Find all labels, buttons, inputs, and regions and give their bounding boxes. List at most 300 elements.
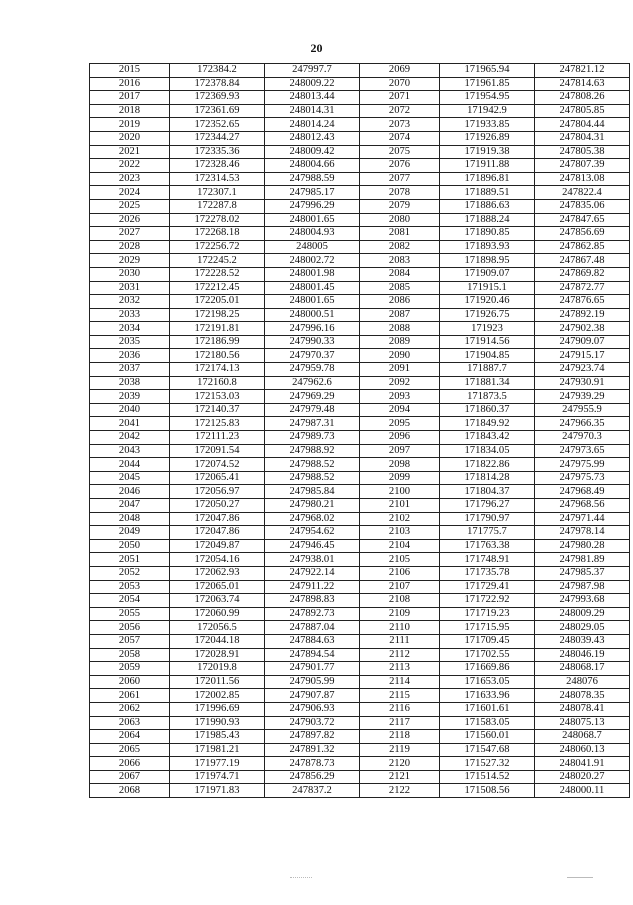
table-cell-point-number: 2085 [360,281,440,295]
table-row [90,743,630,757]
table-cell-y-coordinate: 247988.59 [265,172,360,186]
table-cell-x-coordinate: 171860.37 [440,403,535,417]
table-cell-x-coordinate: 171981.21 [170,743,265,757]
table-cell-x-coordinate: 172369.93 [170,91,265,105]
table-cell-point-number: 2032 [90,295,170,309]
table-cell-point-number: 2049 [90,526,170,540]
table-cell-y-coordinate: 247862.85 [535,240,630,254]
table-cell-x-coordinate: 172054.16 [170,553,265,567]
table-cell-point-number: 2088 [360,322,440,336]
table-row [90,281,630,295]
table-row [90,267,630,281]
table-cell-y-coordinate: 248009.42 [265,145,360,159]
table-cell-x-coordinate: 172361.69 [170,104,265,118]
table-cell-x-coordinate: 171527.32 [440,757,535,771]
table-cell-x-coordinate: 171653.05 [440,675,535,689]
table-cell-y-coordinate: 248000.11 [535,784,630,798]
table-cell-x-coordinate: 172056.97 [170,485,265,499]
table-cell-x-coordinate: 172212.45 [170,281,265,295]
table-cell-point-number: 2052 [90,566,170,580]
table-row [90,471,630,485]
table-row [90,349,630,363]
table-cell-point-number: 2074 [360,131,440,145]
table-cell-point-number: 2027 [90,227,170,241]
table-cell-point-number: 2033 [90,308,170,322]
table-cell-x-coordinate: 171920.46 [440,295,535,309]
table-cell-point-number: 2045 [90,471,170,485]
table-cell-x-coordinate: 171822.86 [440,458,535,472]
table-row [90,566,630,580]
table-cell-y-coordinate: 247985.37 [535,566,630,580]
table-cell-x-coordinate: 171508.56 [440,784,535,798]
table-cell-point-number: 2050 [90,539,170,553]
table-cell-x-coordinate: 171843.42 [440,431,535,445]
table-cell-point-number: 2111 [360,634,440,648]
table-cell-x-coordinate: 171915.1 [440,281,535,295]
table-cell-point-number: 2054 [90,594,170,608]
table-cell-y-coordinate: 247822.4 [535,186,630,200]
table-cell-point-number: 2041 [90,417,170,431]
table-cell-y-coordinate: 247897.82 [265,730,360,744]
table-cell-x-coordinate: 172378.84 [170,77,265,91]
table-cell-y-coordinate: 248005 [265,240,360,254]
table-cell-y-coordinate: 248041.91 [535,757,630,771]
table-cell-y-coordinate: 248001.65 [265,295,360,309]
table-cell-point-number: 2038 [90,376,170,390]
table-cell-x-coordinate: 171977.19 [170,757,265,771]
footer-mark-right [567,877,593,878]
table-cell-x-coordinate: 171933.85 [440,118,535,132]
table-cell-point-number: 2117 [360,716,440,730]
table-cell-x-coordinate: 171919.38 [440,145,535,159]
table-cell-point-number: 2026 [90,213,170,227]
table-cell-y-coordinate: 247813.08 [535,172,630,186]
table-row [90,675,630,689]
table-cell-point-number: 2020 [90,131,170,145]
table-cell-x-coordinate: 172287.8 [170,199,265,213]
table-cell-x-coordinate: 172044.18 [170,634,265,648]
table-cell-point-number: 2070 [360,77,440,91]
table-cell-y-coordinate: 247856.69 [535,227,630,241]
table-cell-y-coordinate: 247837.2 [265,784,360,798]
table-row [90,553,630,567]
table-cell-y-coordinate: 248001.65 [265,213,360,227]
table-cell-y-coordinate: 248046.19 [535,648,630,662]
table-row [90,580,630,594]
table-cell-point-number: 2060 [90,675,170,689]
table-cell-point-number: 2120 [360,757,440,771]
table-cell-point-number: 2062 [90,702,170,716]
table-row [90,757,630,771]
table-cell-y-coordinate: 248075.13 [535,716,630,730]
table-cell-y-coordinate: 247898.83 [265,594,360,608]
table-cell-y-coordinate: 247804.31 [535,131,630,145]
table-cell-x-coordinate: 171893.93 [440,240,535,254]
table-cell-point-number: 2015 [90,64,170,78]
table-cell-point-number: 2072 [360,104,440,118]
table-cell-point-number: 2113 [360,662,440,676]
table-cell-x-coordinate: 172180.56 [170,349,265,363]
table-cell-y-coordinate: 247878.73 [265,757,360,771]
table-cell-point-number: 2112 [360,648,440,662]
table-cell-x-coordinate: 171709.45 [440,634,535,648]
table-cell-x-coordinate: 172186.99 [170,335,265,349]
table-cell-point-number: 2110 [360,621,440,635]
table-cell-point-number: 2091 [360,363,440,377]
table-cell-y-coordinate: 247804.44 [535,118,630,132]
table-row [90,648,630,662]
table-cell-y-coordinate: 247987.98 [535,580,630,594]
table-cell-x-coordinate: 172062.93 [170,566,265,580]
table-cell-y-coordinate: 247856.29 [265,770,360,784]
table-cell-y-coordinate: 247807.39 [535,159,630,173]
table-cell-x-coordinate: 171923 [440,322,535,336]
table-cell-y-coordinate: 247939.29 [535,390,630,404]
table-cell-point-number: 2019 [90,118,170,132]
table-row [90,526,630,540]
table-cell-x-coordinate: 171814.28 [440,471,535,485]
table-cell-point-number: 2047 [90,499,170,513]
table-cell-point-number: 2087 [360,308,440,322]
table-row [90,662,630,676]
table-cell-y-coordinate: 247985.17 [265,186,360,200]
table-cell-point-number: 2115 [360,689,440,703]
table-cell-x-coordinate: 171887.7 [440,363,535,377]
table-cell-point-number: 2048 [90,512,170,526]
table-cell-y-coordinate: 247922.14 [265,566,360,580]
table-row [90,431,630,445]
table-cell-y-coordinate: 247892.19 [535,308,630,322]
table-cell-y-coordinate: 247988.52 [265,471,360,485]
table-cell-point-number: 2053 [90,580,170,594]
table-cell-x-coordinate: 171560.01 [440,730,535,744]
table-cell-y-coordinate: 247923.74 [535,363,630,377]
table-cell-y-coordinate: 248012.43 [265,131,360,145]
table-cell-y-coordinate: 247876.65 [535,295,630,309]
table-cell-x-coordinate: 171889.51 [440,186,535,200]
table-row [90,716,630,730]
table-cell-y-coordinate: 248029.05 [535,621,630,635]
table-cell-y-coordinate: 247808.26 [535,91,630,105]
table-row [90,539,630,553]
table-cell-point-number: 2030 [90,267,170,281]
table-cell-point-number: 2097 [360,444,440,458]
table-cell-y-coordinate: 247955.9 [535,403,630,417]
table-cell-x-coordinate: 171834.05 [440,444,535,458]
table-cell-y-coordinate: 248014.31 [265,104,360,118]
table-row [90,131,630,145]
table-cell-x-coordinate: 171914.56 [440,335,535,349]
table-cell-y-coordinate: 247891.32 [265,743,360,757]
table-cell-x-coordinate: 171873.5 [440,390,535,404]
table-cell-point-number: 2079 [360,199,440,213]
table-cell-y-coordinate: 247971.44 [535,512,630,526]
table-cell-point-number: 2059 [90,662,170,676]
table-cell-point-number: 2103 [360,526,440,540]
table-cell-point-number: 2040 [90,403,170,417]
table-cell-x-coordinate: 171985.43 [170,730,265,744]
table-cell-x-coordinate: 172063.74 [170,594,265,608]
table-row [90,254,630,268]
table-cell-point-number: 2116 [360,702,440,716]
table-cell-y-coordinate: 247902.38 [535,322,630,336]
table-cell-x-coordinate: 171514.52 [440,770,535,784]
table-cell-point-number: 2065 [90,743,170,757]
table-cell-point-number: 2086 [360,295,440,309]
table-cell-x-coordinate: 171775.7 [440,526,535,540]
table-cell-y-coordinate: 247985.84 [265,485,360,499]
table-cell-point-number: 2106 [360,566,440,580]
table-cell-x-coordinate: 171904.85 [440,349,535,363]
table-cell-x-coordinate: 171896.81 [440,172,535,186]
table-cell-y-coordinate: 247966.35 [535,417,630,431]
table-cell-x-coordinate: 172047.86 [170,526,265,540]
table-cell-x-coordinate: 172198.25 [170,308,265,322]
table-cell-x-coordinate: 172011.56 [170,675,265,689]
table-cell-x-coordinate: 172191.81 [170,322,265,336]
table-row [90,417,630,431]
table-cell-point-number: 2114 [360,675,440,689]
table-cell-y-coordinate: 247911.22 [265,580,360,594]
table-row [90,227,630,241]
table-cell-x-coordinate: 171633.96 [440,689,535,703]
table-cell-point-number: 2037 [90,363,170,377]
table-cell-y-coordinate: 247987.31 [265,417,360,431]
table-row [90,689,630,703]
table-cell-x-coordinate: 172228.52 [170,267,265,281]
table-cell-x-coordinate: 172278.02 [170,213,265,227]
table-cell-point-number: 2073 [360,118,440,132]
table-cell-y-coordinate: 247907.87 [265,689,360,703]
table-cell-point-number: 2061 [90,689,170,703]
table-cell-y-coordinate: 247970.37 [265,349,360,363]
table-cell-y-coordinate: 248039.43 [535,634,630,648]
table-cell-point-number: 2093 [360,390,440,404]
table-cell-x-coordinate: 172352.65 [170,118,265,132]
table-cell-y-coordinate: 247872.77 [535,281,630,295]
table-cell-x-coordinate: 172091.54 [170,444,265,458]
table-cell-x-coordinate: 172019.8 [170,662,265,676]
table-cell-x-coordinate: 172307.1 [170,186,265,200]
table-row [90,91,630,105]
table-row [90,499,630,513]
table-cell-y-coordinate: 247930.91 [535,376,630,390]
table-cell-x-coordinate: 172028.91 [170,648,265,662]
table-cell-y-coordinate: 248020.27 [535,770,630,784]
table-cell-y-coordinate: 248001.98 [265,267,360,281]
table-cell-point-number: 2064 [90,730,170,744]
table-cell-y-coordinate: 247946.45 [265,539,360,553]
table-cell-point-number: 2029 [90,254,170,268]
table-cell-x-coordinate: 172314.53 [170,172,265,186]
table-cell-point-number: 2056 [90,621,170,635]
table-cell-y-coordinate: 247903.72 [265,716,360,730]
footer-mark-left [290,877,312,878]
table-cell-y-coordinate: 247993.68 [535,594,630,608]
table-cell-x-coordinate: 171547.68 [440,743,535,757]
table-cell-point-number: 2098 [360,458,440,472]
table-cell-point-number: 2084 [360,267,440,281]
table-cell-point-number: 2039 [90,390,170,404]
table-cell-x-coordinate: 172256.72 [170,240,265,254]
table-cell-x-coordinate: 172049.87 [170,539,265,553]
table-cell-x-coordinate: 172245.2 [170,254,265,268]
table-row [90,159,630,173]
table-cell-x-coordinate: 171722.92 [440,594,535,608]
table-cell-x-coordinate: 172050.27 [170,499,265,513]
table-cell-y-coordinate: 248013.44 [265,91,360,105]
table-cell-y-coordinate: 247805.38 [535,145,630,159]
table-cell-y-coordinate: 247975.73 [535,471,630,485]
table-cell-y-coordinate: 247906.93 [265,702,360,716]
table-row [90,363,630,377]
table-cell-y-coordinate: 248076 [535,675,630,689]
table-cell-y-coordinate: 247996.16 [265,322,360,336]
table-cell-x-coordinate: 171763.38 [440,539,535,553]
table-row [90,186,630,200]
table-cell-x-coordinate: 171961.85 [440,77,535,91]
table-cell-y-coordinate: 247978.14 [535,526,630,540]
table-cell-point-number: 2066 [90,757,170,771]
table-row [90,770,630,784]
table-cell-point-number: 2102 [360,512,440,526]
table-cell-y-coordinate: 247988.92 [265,444,360,458]
table-cell-point-number: 2043 [90,444,170,458]
table-row [90,104,630,118]
table-cell-x-coordinate: 172065.01 [170,580,265,594]
table-cell-x-coordinate: 172384.2 [170,64,265,78]
table-cell-y-coordinate: 247835.06 [535,199,630,213]
table-row [90,213,630,227]
table-cell-x-coordinate: 172047.86 [170,512,265,526]
table-cell-x-coordinate: 171886.63 [440,199,535,213]
table-cell-point-number: 2089 [360,335,440,349]
table-cell-x-coordinate: 172153.03 [170,390,265,404]
table-cell-point-number: 2031 [90,281,170,295]
table-cell-y-coordinate: 247975.99 [535,458,630,472]
table-cell-point-number: 2018 [90,104,170,118]
table-cell-y-coordinate: 247869.82 [535,267,630,281]
table-cell-y-coordinate: 247980.21 [265,499,360,513]
table-cell-point-number: 2096 [360,431,440,445]
table-cell-x-coordinate: 171909.07 [440,267,535,281]
table-cell-point-number: 2119 [360,743,440,757]
table-cell-y-coordinate: 247990.33 [265,335,360,349]
table-cell-point-number: 2025 [90,199,170,213]
table-cell-y-coordinate: 247805.85 [535,104,630,118]
table-cell-point-number: 2024 [90,186,170,200]
table-cell-point-number: 2081 [360,227,440,241]
table-row [90,702,630,716]
table-cell-x-coordinate: 171971.83 [170,784,265,798]
table-cell-point-number: 2082 [360,240,440,254]
table-row [90,634,630,648]
table-cell-y-coordinate: 247821.12 [535,64,630,78]
table-cell-x-coordinate: 172111.23 [170,431,265,445]
table-cell-point-number: 2080 [360,213,440,227]
table-cell-x-coordinate: 171748.91 [440,553,535,567]
table-cell-y-coordinate: 248060.13 [535,743,630,757]
table-cell-x-coordinate: 171942.9 [440,104,535,118]
table-row [90,621,630,635]
table-row [90,607,630,621]
table-cell-point-number: 2121 [360,770,440,784]
table-cell-y-coordinate: 247884.63 [265,634,360,648]
table-row [90,730,630,744]
table-cell-y-coordinate: 247968.49 [535,485,630,499]
table-cell-x-coordinate: 171583.05 [440,716,535,730]
table-row [90,512,630,526]
table-row [90,458,630,472]
table-row [90,118,630,132]
table-cell-x-coordinate: 171881.34 [440,376,535,390]
table-cell-x-coordinate: 171796.27 [440,499,535,513]
table-cell-point-number: 2067 [90,770,170,784]
table-cell-point-number: 2095 [360,417,440,431]
table-row [90,594,630,608]
table-cell-y-coordinate: 247980.28 [535,539,630,553]
table-row [90,390,630,404]
table-cell-y-coordinate: 248078.41 [535,702,630,716]
table-cell-y-coordinate: 247814.63 [535,77,630,91]
table-cell-point-number: 2042 [90,431,170,445]
table-cell-x-coordinate: 171719.23 [440,607,535,621]
table-cell-x-coordinate: 171702.55 [440,648,535,662]
table-cell-y-coordinate: 247968.02 [265,512,360,526]
table-cell-x-coordinate: 172125.83 [170,417,265,431]
table-cell-point-number: 2051 [90,553,170,567]
table-cell-point-number: 2075 [360,145,440,159]
table-cell-y-coordinate: 248001.45 [265,281,360,295]
table-cell-y-coordinate: 247847.65 [535,213,630,227]
table-cell-x-coordinate: 171888.24 [440,213,535,227]
table-cell-y-coordinate: 248009.22 [265,77,360,91]
table-cell-x-coordinate: 172328.46 [170,159,265,173]
table-cell-y-coordinate: 247909.07 [535,335,630,349]
table-cell-x-coordinate: 172140.37 [170,403,265,417]
table-cell-x-coordinate: 171715.95 [440,621,535,635]
table-cell-point-number: 2076 [360,159,440,173]
table-cell-x-coordinate: 172174.13 [170,363,265,377]
coordinates-table [89,63,630,798]
table-row [90,77,630,91]
table-cell-y-coordinate: 247892.73 [265,607,360,621]
table-cell-point-number: 2022 [90,159,170,173]
table-row [90,376,630,390]
table-cell-x-coordinate: 172268.18 [170,227,265,241]
table-cell-y-coordinate: 247894.54 [265,648,360,662]
table-cell-point-number: 2044 [90,458,170,472]
table-cell-x-coordinate: 172205.01 [170,295,265,309]
table-row [90,240,630,254]
table-cell-x-coordinate: 172344.27 [170,131,265,145]
table-cell-point-number: 2057 [90,634,170,648]
table-cell-point-number: 2078 [360,186,440,200]
table-cell-y-coordinate: 247954.62 [265,526,360,540]
table-cell-point-number: 2083 [360,254,440,268]
table-cell-x-coordinate: 172002.85 [170,689,265,703]
table-cell-x-coordinate: 171926.75 [440,308,535,322]
table-row [90,784,630,798]
table-cell-y-coordinate: 247887.04 [265,621,360,635]
table-cell-x-coordinate: 172074.52 [170,458,265,472]
table-cell-x-coordinate: 171898.95 [440,254,535,268]
table-cell-point-number: 2021 [90,145,170,159]
table-cell-x-coordinate: 172056.5 [170,621,265,635]
table-cell-y-coordinate: 248014.24 [265,118,360,132]
table-cell-x-coordinate: 171990.93 [170,716,265,730]
table-cell-y-coordinate: 247996.29 [265,199,360,213]
